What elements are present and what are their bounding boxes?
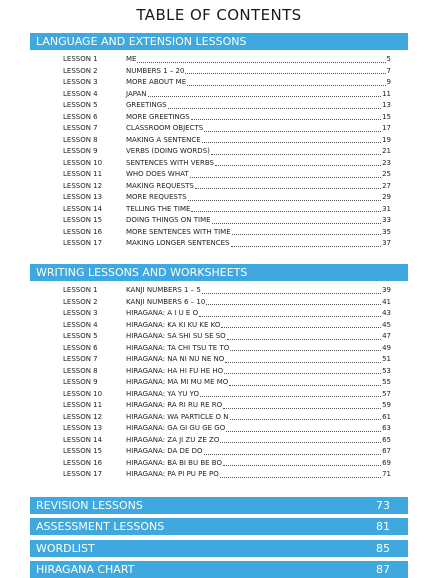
page-number: 7 [386, 66, 391, 75]
page-number: 67 [382, 447, 391, 455]
page-number: 71 [382, 470, 391, 478]
page-number: 31 [382, 204, 391, 213]
section-title: REVISION LESSONS [36, 499, 143, 512]
section-page-number: 85 [376, 542, 390, 555]
lesson-number: LESSON 1 [63, 55, 98, 63]
page-number: 21 [382, 147, 391, 155]
page-number: 47 [382, 332, 391, 340]
lesson-number: LESSON 16 [63, 458, 103, 467]
section-page-number: 87 [376, 563, 390, 576]
lesson-title: CLASSROOM OBJECTS [126, 124, 204, 132]
lesson-title: DOING THINGS ON TIME [126, 216, 211, 224]
page-number: 65 [382, 435, 391, 444]
page-number: 15 [382, 112, 391, 121]
lesson-number: LESSON 1 [63, 286, 98, 294]
lesson-number: LESSON 16 [63, 227, 103, 236]
dot-leader [195, 188, 381, 189]
page-number: 59 [382, 401, 391, 409]
hiragana-chart-section-header [30, 561, 408, 578]
section-title: HIRAGANA CHART [36, 563, 135, 576]
lesson-number: LESSON 11 [63, 401, 103, 409]
lesson-title: HIRAGANA: GA GI GU GE GO [126, 424, 226, 432]
dot-leader [188, 200, 382, 201]
lesson-number: LESSON 6 [63, 343, 98, 352]
toc-row [63, 297, 391, 309]
lesson-title: JAPAN [126, 89, 147, 98]
section-page-number: 73 [376, 499, 390, 512]
page-number: 45 [382, 320, 391, 329]
lesson-number: LESSON 9 [63, 147, 98, 155]
lesson-number: LESSON 14 [63, 435, 103, 444]
lesson-title: WHO DOES WHAT [126, 170, 189, 178]
lesson-title: KANJI NUMBERS 1 – 5 [126, 286, 201, 294]
toc-row [63, 100, 391, 112]
dot-leader [220, 477, 381, 478]
lesson-title: MAKING REQUESTS [126, 181, 194, 190]
page-number: 49 [382, 343, 391, 352]
page-number: 23 [382, 158, 391, 167]
lesson-title: NUMBERS 1 – 20 [126, 66, 185, 75]
toc-row [63, 423, 391, 435]
lesson-number: LESSON 8 [63, 135, 98, 144]
lesson-title: HIRAGANA: YA YU YO [126, 389, 200, 398]
lesson-number: LESSON 7 [63, 124, 98, 132]
dot-leader [204, 454, 382, 455]
dot-leader [190, 177, 381, 178]
lesson-number: LESSON 8 [63, 366, 98, 375]
toc-row [63, 54, 391, 66]
toc-row [63, 169, 391, 181]
dot-leader [137, 62, 385, 63]
page-number: 61 [382, 412, 391, 421]
lesson-number: LESSON 3 [63, 309, 98, 317]
page-number: 9 [386, 78, 391, 86]
section-title: ASSESSMENT LESSONS [36, 520, 165, 533]
page-number: 43 [382, 309, 391, 317]
toc-row [63, 77, 391, 89]
lesson-title: SENTENCES WITH VERBS [126, 158, 214, 167]
lesson-number: LESSON 5 [63, 332, 98, 340]
revision-section-header [30, 497, 408, 514]
toc-row [63, 320, 391, 332]
lesson-number: LESSON 12 [63, 412, 103, 421]
dot-leader [220, 442, 381, 443]
dot-leader [226, 431, 381, 432]
page-number: 35 [382, 227, 391, 236]
lesson-number: LESSON 15 [63, 447, 103, 455]
dot-leader [199, 316, 381, 317]
toc-row [63, 135, 391, 147]
dot-leader [206, 304, 381, 305]
toc-row [63, 158, 391, 170]
lesson-title: HIRAGANA: HA HI FU HE HO [126, 366, 224, 375]
toc-row [63, 215, 391, 227]
dot-leader [187, 85, 385, 86]
section-page-number: 81 [376, 520, 390, 533]
toc-row [63, 123, 391, 135]
toc-row [63, 446, 391, 458]
lesson-title: HIRAGANA: TA CHI TSU TE TO [126, 343, 230, 352]
page-number: 55 [382, 378, 391, 386]
dot-leader [202, 293, 381, 294]
toc-row [63, 435, 391, 447]
dot-leader [224, 373, 381, 374]
dot-leader [223, 465, 381, 466]
toc-row [63, 146, 391, 158]
page-number: 11 [382, 89, 391, 98]
lesson-title: HIRAGANA: SA SHI SU SE SO [126, 332, 226, 340]
toc-row [63, 204, 391, 216]
lesson-title: GREETINGS [126, 101, 167, 109]
toc-row [63, 285, 391, 297]
page-number: 17 [382, 124, 391, 132]
toc-row [63, 238, 391, 250]
lesson-number: LESSON 7 [63, 355, 98, 363]
page-number: 37 [382, 239, 391, 247]
page-number: 51 [382, 355, 391, 363]
dot-leader [225, 362, 381, 363]
toc-row [63, 227, 391, 239]
page-number: 13 [382, 101, 391, 109]
dot-leader [230, 419, 382, 420]
lesson-number: LESSON 12 [63, 181, 103, 190]
lesson-title: HIRAGANA: ZA JI ZU ZE ZO [126, 435, 220, 444]
lesson-title: TELLING THE TIME [126, 204, 191, 213]
section-title: LANGUAGE AND EXTENSION LESSONS [36, 35, 247, 48]
toc-row [63, 412, 391, 424]
lesson-number: LESSON 17 [63, 239, 103, 247]
lesson-number: LESSON 6 [63, 112, 98, 121]
lesson-number: LESSON 14 [63, 204, 103, 213]
dot-leader [227, 339, 381, 340]
page-number: 53 [382, 366, 391, 375]
wordlist-section-header [30, 540, 408, 557]
lesson-title: ME [126, 55, 137, 63]
page-number: 69 [382, 458, 391, 467]
page-number: 19 [382, 135, 391, 144]
toc-row [63, 331, 391, 343]
toc-row [63, 181, 391, 193]
lesson-title: HIRAGANA: DA DE DO [126, 447, 203, 455]
dot-leader [230, 350, 381, 351]
dot-leader [212, 223, 382, 224]
toc-row [63, 192, 391, 204]
dot-leader [215, 165, 381, 166]
lesson-title: HIRAGANA: BA BI BU BE BO [126, 458, 222, 467]
toc-row [63, 343, 391, 355]
language-section-header [30, 33, 408, 50]
writing-lessons-list [63, 285, 391, 481]
page-number: 39 [382, 286, 391, 294]
lesson-number: LESSON 4 [63, 89, 98, 98]
toc-row [63, 400, 391, 412]
lesson-title: HIRAGANA: A I U E O [126, 309, 199, 317]
lesson-title: MAKING A SENTENCE [126, 135, 201, 144]
lesson-title: MORE ABOUT ME [126, 78, 187, 86]
toc-row [63, 308, 391, 320]
toc-row [63, 354, 391, 366]
dot-leader [202, 142, 381, 143]
lesson-number: LESSON 5 [63, 101, 98, 109]
dot-leader [148, 96, 382, 97]
lesson-title: HIRAGANA: PA PI PU PE PO [126, 470, 219, 478]
page-number: 5 [386, 55, 391, 63]
dot-leader [211, 154, 381, 155]
lesson-number: LESSON 4 [63, 320, 98, 329]
lesson-number: LESSON 3 [63, 78, 98, 86]
section-title: WORDLIST [36, 542, 95, 555]
lesson-title: HIRAGANA: NA NI NU NE NO [126, 355, 225, 363]
lesson-title: MORE SENTENCES WITH TIME [126, 227, 231, 236]
lesson-title: KANJI NUMBERS 6 – 10 [126, 297, 206, 306]
toc-row [63, 458, 391, 470]
lesson-number: LESSON 2 [63, 66, 98, 75]
assessment-section-header [30, 518, 408, 535]
page-number: 27 [382, 181, 391, 190]
language-lessons-list [63, 54, 391, 250]
dot-leader [221, 327, 381, 328]
lesson-title: HIRAGANA: RA RI RU RE RO [126, 401, 223, 409]
lesson-number: LESSON 17 [63, 470, 103, 478]
dot-leader [191, 211, 381, 212]
dot-leader [223, 408, 381, 409]
toc-row [63, 66, 391, 78]
lesson-number: LESSON 9 [63, 378, 98, 386]
toc-row [63, 389, 391, 401]
lesson-title: HIRAGANA: WA PARTICLE O N [126, 412, 229, 421]
page-number: 33 [382, 216, 391, 224]
page-number: 25 [382, 170, 391, 178]
lesson-title: VERBS (DOING WORDS) [126, 147, 210, 155]
page-title: TABLE OF CONTENTS [136, 6, 302, 24]
page-number: 41 [382, 297, 391, 306]
section-title: WRITING LESSONS AND WORKSHEETS [36, 266, 248, 279]
lesson-number: LESSON 11 [63, 170, 103, 178]
dot-leader [229, 385, 381, 386]
dot-leader [204, 131, 381, 132]
page-number: 29 [382, 193, 391, 201]
toc-row [63, 377, 391, 389]
lesson-number: LESSON 10 [63, 389, 103, 398]
page-number: 63 [382, 424, 391, 432]
page-number: 57 [382, 389, 391, 398]
lesson-number: LESSON 13 [63, 424, 103, 432]
toc-row [63, 89, 391, 101]
lesson-title: MAKING LONGER SENTENCES [126, 239, 230, 247]
dot-leader [185, 73, 385, 74]
toc-row [63, 469, 391, 481]
lesson-title: HIRAGANA: KA KI KU KE KO [126, 320, 221, 329]
lesson-number: LESSON 13 [63, 193, 103, 201]
toc-row [63, 366, 391, 378]
lesson-title: HIRAGANA: MA MI MU ME MO [126, 378, 229, 386]
writing-section-header [30, 264, 408, 281]
lesson-title: MORE REQUESTS [126, 193, 187, 201]
dot-leader [200, 396, 381, 397]
lesson-number: LESSON 2 [63, 297, 98, 306]
dot-leader [168, 108, 382, 109]
lesson-number: LESSON 15 [63, 216, 103, 224]
dot-leader [231, 246, 382, 247]
dot-leader [232, 234, 381, 235]
toc-row [63, 112, 391, 124]
lesson-number: LESSON 10 [63, 158, 103, 167]
lesson-title: MORE GREETINGS [126, 112, 190, 121]
dot-leader [191, 119, 381, 120]
